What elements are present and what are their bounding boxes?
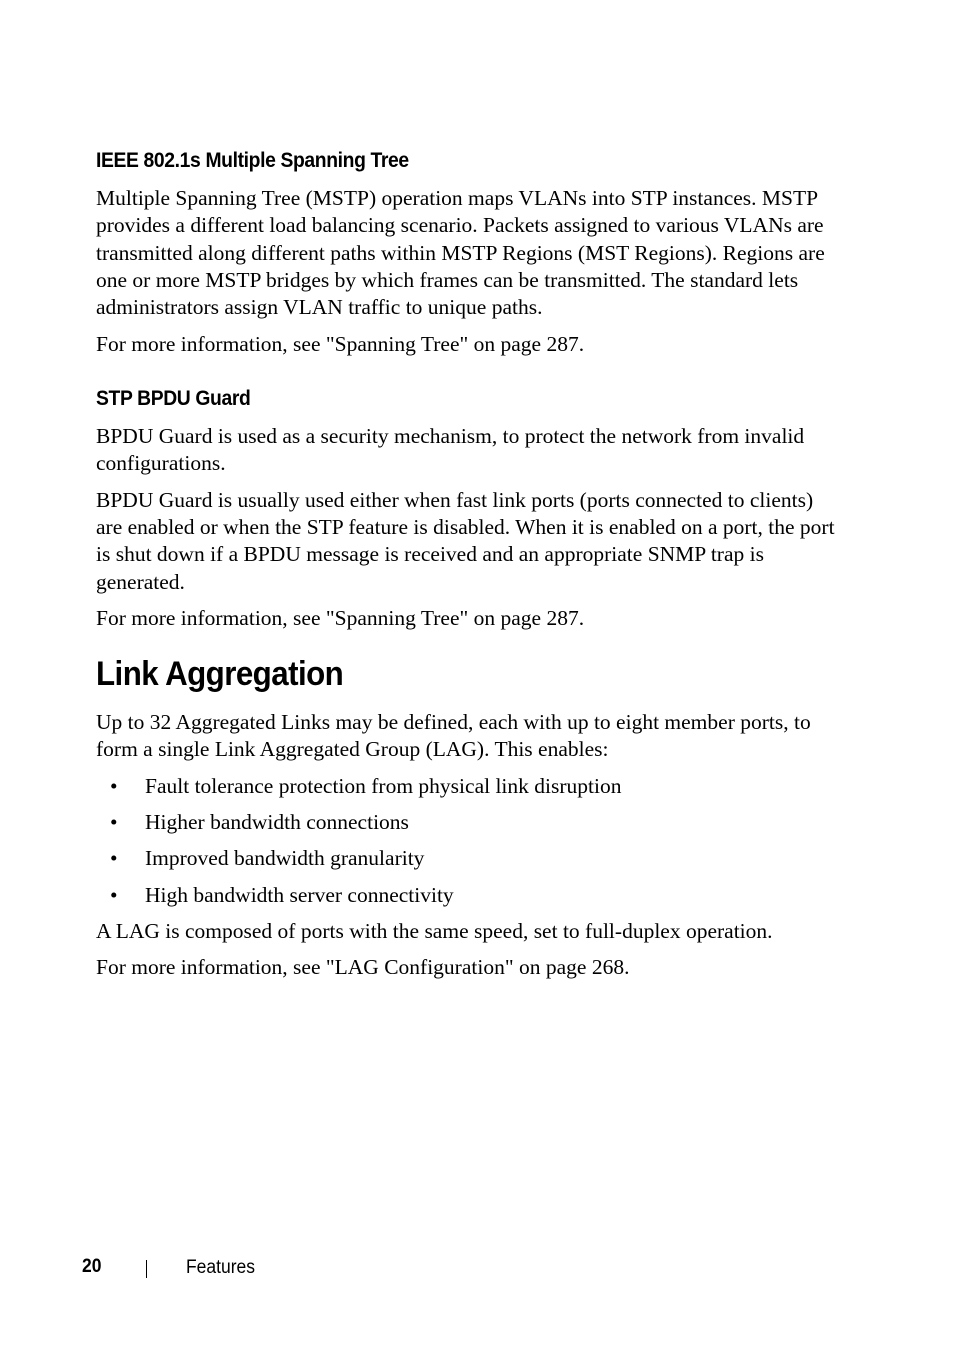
bullet-icon: • xyxy=(110,846,118,871)
footer-divider xyxy=(146,1260,147,1278)
lag-reference: For more information, see "LAG Configuration" on page 268. xyxy=(96,955,630,980)
list-item xyxy=(96,882,836,909)
list-item xyxy=(96,845,836,872)
list-item-text: Improved bandwidth granularity xyxy=(145,846,425,871)
bullet-icon: • xyxy=(110,882,118,907)
mstp-heading: IEEE 802.1s Multiple Spanning Tree xyxy=(96,149,409,172)
page-content xyxy=(96,148,836,990)
bpdu-reference: For more information, see "Spanning Tree" on page 287. xyxy=(96,605,585,630)
bullet-icon: • xyxy=(110,773,118,798)
bpdu-heading: STP BPDU Guard xyxy=(96,386,251,410)
lag-intro: Up to 32 Aggregated Links may be defined, each with up to eight member ports, to form a single Link Aggregated Group (LAG). This enables: xyxy=(96,710,811,762)
footer-section-name: Features xyxy=(186,1257,255,1278)
lag-heading: Link Aggregation xyxy=(96,655,344,694)
page-number: 20 xyxy=(82,1256,102,1277)
bpdu-paragraph-1: BPDU Guard is used as a security mechanism, to protect the network from invalid configurations. xyxy=(96,424,805,476)
list-item xyxy=(96,773,836,800)
lag-paragraph-1: A LAG is composed of ports with the same speed, set to full-duplex operation. xyxy=(96,918,773,943)
list-item-text: Fault tolerance protection from physical link disruption xyxy=(145,773,622,798)
lag-benefits-list xyxy=(96,773,836,909)
page-footer xyxy=(82,1256,382,1282)
list-item-text: High bandwidth server connectivity xyxy=(145,882,454,907)
mstp-paragraph-1: Multiple Spanning Tree (MSTP) operation maps VLANs into STP instances. MSTP provides a different load balancing scenario. Packets assigned to various VLANs are transmitted along different paths within MSTP Regions (MST Regions). Regions are one or more MSTP bridges by which frames can be transmitted. The standard lets administrators assign VLAN traffic to unique paths. xyxy=(96,186,825,320)
list-item-text: Higher bandwidth connections xyxy=(145,809,409,834)
list-item xyxy=(96,809,836,836)
bullet-icon: • xyxy=(110,809,118,834)
mstp-reference: For more information, see "Spanning Tree" on page 287. xyxy=(96,331,585,356)
bpdu-paragraph-2: BPDU Guard is usually used either when fast link ports (ports connected to clients) are enabled or when the STP feature is disabled. When it is enabled on a port, the port is shut down if a BPDU message is received and an appropriate SNMP trap is generated. xyxy=(96,487,835,594)
